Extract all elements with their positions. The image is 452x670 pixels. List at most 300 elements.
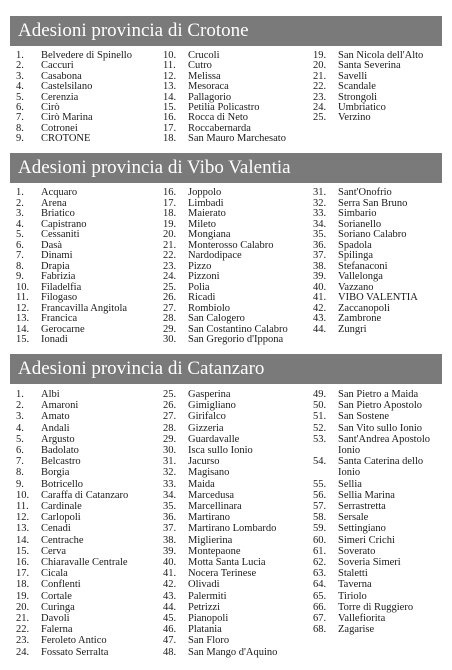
municipality-name: Platania bbox=[188, 624, 222, 636]
municipality-name: Mesoraca bbox=[188, 81, 229, 93]
item-number: 11. bbox=[16, 292, 29, 303]
crotone-section bbox=[10, 16, 442, 145]
list-item bbox=[313, 613, 430, 624]
list-item bbox=[16, 134, 132, 144]
item-number: 14. bbox=[16, 534, 30, 546]
municipality-name: Palermiti bbox=[188, 590, 227, 602]
item-number: 43. bbox=[313, 313, 327, 324]
item-number: 40. bbox=[313, 281, 327, 293]
list-item bbox=[163, 546, 277, 557]
item-number: 20. bbox=[16, 601, 30, 613]
item-number: 18. bbox=[16, 579, 30, 591]
list-item bbox=[16, 602, 128, 613]
municipality-name: Centrache bbox=[41, 534, 84, 546]
item-number: 27. bbox=[163, 411, 177, 423]
municipality-name: Serra San Bruno bbox=[338, 197, 408, 209]
municipality-name: Roccabernarda bbox=[188, 122, 251, 134]
item-number: 25. bbox=[163, 281, 177, 293]
municipality-name: Belvedere di Spinello bbox=[41, 50, 132, 61]
item-number: 25. bbox=[313, 112, 327, 124]
municipality-name: Olivadi bbox=[188, 579, 220, 591]
municipality-name: Soriano Calabro bbox=[338, 229, 407, 240]
item-number: 57. bbox=[313, 501, 327, 513]
municipality-name: Gizzeria bbox=[188, 422, 224, 434]
item-number: 53. bbox=[313, 433, 327, 445]
item-number: 23. bbox=[313, 91, 327, 103]
item-number: 52. bbox=[313, 422, 327, 434]
item-number: 11. bbox=[16, 501, 29, 513]
item-number: 46. bbox=[163, 624, 177, 636]
item-number: 45. bbox=[163, 613, 177, 625]
list-item bbox=[313, 400, 430, 411]
list-item bbox=[16, 230, 127, 241]
item-number: 4. bbox=[16, 422, 24, 434]
municipality-name: Pallagorio bbox=[188, 91, 232, 103]
list-item bbox=[16, 423, 128, 434]
item-number: 22. bbox=[163, 250, 177, 261]
municipality-name: Rombiolo bbox=[188, 302, 231, 314]
item-number: 62. bbox=[313, 557, 327, 569]
municipality-name: Magisano bbox=[188, 467, 230, 479]
item-number: 38. bbox=[313, 260, 327, 272]
list-item bbox=[313, 389, 430, 400]
municipality-name: Martirano bbox=[188, 512, 230, 524]
item-number: 11. bbox=[163, 60, 176, 72]
item-number: 13. bbox=[163, 81, 177, 93]
item-number: 65. bbox=[313, 590, 327, 602]
item-number: 16. bbox=[163, 112, 177, 124]
municipality-name: Spadola bbox=[338, 239, 372, 251]
municipality-name: Cirò Marina bbox=[41, 112, 93, 124]
item-number: 10. bbox=[163, 50, 177, 61]
list-item bbox=[313, 490, 430, 501]
item-number: 16. bbox=[163, 187, 177, 198]
list-item bbox=[163, 188, 288, 199]
item-number: 23. bbox=[16, 635, 30, 647]
item-number: 19. bbox=[16, 590, 30, 602]
list-item bbox=[163, 262, 288, 273]
item-number: 41. bbox=[163, 568, 177, 580]
municipality-name: Filogaso bbox=[41, 292, 78, 303]
municipality-name: Girifalco bbox=[188, 411, 226, 423]
item-number: 37. bbox=[313, 250, 327, 261]
list-item bbox=[313, 523, 430, 534]
municipality-name: Taverna bbox=[338, 579, 372, 591]
list-item bbox=[16, 479, 128, 490]
item-number: 23. bbox=[163, 260, 177, 272]
municipality-name: Ionio bbox=[338, 445, 361, 457]
item-number: 48. bbox=[163, 646, 177, 658]
list-item bbox=[16, 411, 128, 422]
municipality-name: Nocera Terinese bbox=[188, 568, 257, 580]
item-number: 44. bbox=[163, 601, 177, 613]
list-item bbox=[16, 314, 127, 325]
crotone-header: Adesioni provincia di Crotone bbox=[10, 16, 442, 46]
list-item bbox=[163, 283, 288, 294]
municipality-name: Gasperina bbox=[188, 389, 231, 400]
municipality-name: Caraffa di Catanzaro bbox=[41, 489, 129, 501]
municipality-name: Feroleto Antico bbox=[41, 635, 107, 647]
municipality-name: Davoli bbox=[41, 613, 70, 625]
item-number: 42. bbox=[313, 302, 327, 314]
item-number bbox=[313, 467, 338, 478]
item-number: 66. bbox=[313, 601, 327, 613]
municipality-name: Jacurso bbox=[188, 456, 220, 468]
list-item bbox=[16, 568, 128, 579]
item-number: 1. bbox=[16, 187, 24, 198]
list-item bbox=[16, 635, 128, 646]
municipality-name: Sersale bbox=[338, 512, 369, 524]
municipality-name: Cirò bbox=[41, 102, 60, 114]
list-item bbox=[313, 314, 418, 325]
item-number: 9. bbox=[16, 478, 24, 490]
municipality-name: Ionadi bbox=[41, 334, 68, 345]
item-number: 51. bbox=[313, 411, 327, 423]
list-item bbox=[163, 501, 277, 512]
municipality-name: Drapia bbox=[41, 260, 70, 272]
municipality-name: Castelsilano bbox=[41, 81, 93, 93]
list-item bbox=[163, 467, 277, 478]
item-number: 12. bbox=[16, 512, 30, 524]
municipality-name: Cessaniti bbox=[41, 229, 80, 240]
municipality-name: San Nicola dell'Alto bbox=[338, 50, 424, 61]
item-number: 12. bbox=[16, 302, 30, 314]
list-item bbox=[163, 293, 288, 304]
municipality-name: Simeri Crichi bbox=[338, 534, 395, 546]
municipality-name: Simbario bbox=[338, 208, 377, 219]
item-number: 55. bbox=[313, 478, 327, 490]
list-item bbox=[163, 523, 277, 534]
item-number: 37. bbox=[163, 523, 177, 535]
item-number: 17. bbox=[16, 568, 30, 580]
item-number: 8. bbox=[16, 122, 24, 134]
list-item bbox=[163, 251, 288, 262]
municipality-name: Serrastretta bbox=[338, 501, 386, 513]
municipality-name: Nardodipace bbox=[188, 250, 242, 261]
item-number: 9. bbox=[16, 271, 24, 282]
item-number: 33. bbox=[163, 478, 177, 490]
list-item bbox=[313, 209, 418, 220]
item-number: 15. bbox=[163, 102, 177, 114]
item-number: 32. bbox=[163, 467, 177, 479]
municipality-name: Acquaro bbox=[41, 187, 78, 198]
municipality-name: Conflenti bbox=[41, 579, 81, 591]
municipality-name: Petilia Policastro bbox=[188, 102, 260, 114]
list-item bbox=[313, 568, 430, 579]
municipality-name: Falerna bbox=[41, 624, 73, 636]
list-item bbox=[313, 230, 418, 241]
item-number: 49. bbox=[313, 389, 327, 400]
list-item bbox=[16, 546, 128, 557]
municipality-name: Amato bbox=[41, 411, 70, 423]
list-item bbox=[163, 314, 288, 325]
municipality-name: Pizzo bbox=[188, 260, 212, 272]
municipality-name: Capistrano bbox=[41, 218, 87, 230]
municipality-name: San Gregorio d'Ippona bbox=[188, 334, 284, 345]
item-number: 15. bbox=[16, 545, 30, 557]
municipality-name: Caccuri bbox=[41, 60, 74, 72]
municipality-name: Casabona bbox=[41, 70, 82, 82]
item-number: 44. bbox=[313, 323, 327, 335]
list-item bbox=[163, 568, 277, 579]
municipality-name: Belcastro bbox=[41, 456, 81, 468]
vibo-valentia-col-1 bbox=[16, 188, 127, 346]
list-item bbox=[163, 624, 277, 635]
item-number: 64. bbox=[313, 579, 327, 591]
item-number: 18. bbox=[163, 133, 177, 145]
item-number: 1. bbox=[16, 389, 24, 400]
list-item bbox=[16, 512, 128, 523]
list-item bbox=[163, 61, 286, 71]
list-item bbox=[163, 490, 277, 501]
item-number: 24. bbox=[16, 646, 30, 658]
list-item bbox=[16, 523, 128, 534]
item-number: 50. bbox=[313, 400, 327, 412]
list-item bbox=[163, 51, 286, 61]
municipality-name: Amaroni bbox=[41, 400, 79, 412]
municipality-name: San Calogero bbox=[188, 313, 245, 324]
item-number: 43. bbox=[163, 590, 177, 602]
catanzaro-header: Adesioni provincia di Catanzaro bbox=[10, 354, 442, 384]
municipality-name: Settingiano bbox=[338, 523, 386, 535]
list-item bbox=[16, 272, 127, 283]
municipality-name: Cutro bbox=[188, 60, 212, 72]
municipality-name: Gimigliano bbox=[188, 400, 236, 412]
municipality-name: Scandale bbox=[338, 81, 376, 93]
list-item bbox=[313, 501, 430, 512]
municipality-name: Montepaone bbox=[188, 545, 241, 557]
item-number: 63. bbox=[313, 568, 327, 580]
municipality-name: Melissa bbox=[188, 70, 221, 82]
list-item bbox=[16, 647, 128, 658]
item-number: 17. bbox=[163, 122, 177, 134]
list-item bbox=[313, 272, 418, 283]
municipality-name: Pizzoni bbox=[188, 271, 220, 282]
item-number: 2. bbox=[16, 60, 24, 72]
list-item bbox=[16, 251, 127, 262]
list-item bbox=[313, 113, 423, 123]
item-number: 56. bbox=[313, 489, 327, 501]
list-item bbox=[16, 501, 128, 512]
list-item bbox=[313, 423, 430, 434]
municipality-name: Cerenzia bbox=[41, 91, 79, 103]
list-item bbox=[163, 602, 277, 613]
item-number: 1. bbox=[16, 50, 24, 61]
item-number: 60. bbox=[313, 534, 327, 546]
list-item bbox=[16, 335, 127, 346]
municipality-name: Francavilla Angitola bbox=[41, 302, 128, 314]
municipality-name: Isca sullo Ionio bbox=[188, 445, 253, 457]
municipality-name: Marcedusa bbox=[188, 489, 235, 501]
municipality-name: Cicala bbox=[41, 568, 68, 580]
municipality-name: San Pietro a Maida bbox=[338, 389, 419, 400]
item-number: 28. bbox=[163, 422, 177, 434]
item-number: 13. bbox=[16, 523, 30, 535]
municipality-name: Dasà bbox=[41, 239, 62, 251]
municipality-name: Zungri bbox=[338, 323, 367, 335]
list-item bbox=[16, 613, 128, 624]
catanzaro-col-1 bbox=[16, 389, 128, 658]
list-item bbox=[16, 293, 127, 304]
list-item bbox=[313, 411, 430, 422]
municipality-name: Maierato bbox=[188, 208, 226, 219]
item-number: 18. bbox=[163, 208, 177, 219]
list-item bbox=[16, 467, 128, 478]
list-item bbox=[16, 389, 128, 400]
item-number: 5. bbox=[16, 433, 24, 445]
item-number: 22. bbox=[16, 624, 30, 636]
item-number: 36. bbox=[163, 512, 177, 524]
item-number: 29. bbox=[163, 433, 177, 445]
item-number: 61. bbox=[313, 545, 327, 557]
item-number: 41. bbox=[313, 292, 327, 303]
list-item bbox=[163, 635, 277, 646]
item-number: 9. bbox=[16, 133, 24, 145]
list-item bbox=[313, 188, 418, 199]
municipality-name: Limbadi bbox=[188, 197, 224, 209]
municipality-name: Borgia bbox=[41, 467, 70, 479]
item-number: 15. bbox=[16, 334, 30, 345]
item-number: 4. bbox=[16, 81, 24, 93]
item-number: 17. bbox=[163, 197, 177, 209]
municipality-name: Cardinale bbox=[41, 501, 82, 513]
item-number: 2. bbox=[16, 197, 24, 209]
list-item bbox=[16, 624, 128, 635]
municipality-name: San Costantino Calabro bbox=[188, 323, 288, 335]
list-item bbox=[16, 188, 127, 199]
municipality-name: Marcellinara bbox=[188, 501, 242, 513]
item-number: 34. bbox=[163, 489, 177, 501]
item-number: 22. bbox=[313, 81, 327, 93]
item-number: 19. bbox=[313, 50, 327, 61]
item-number: 35. bbox=[163, 501, 177, 513]
municipality-name: San Floro bbox=[188, 635, 230, 647]
catanzaro-col-3 bbox=[313, 389, 430, 635]
municipality-name: Ionio bbox=[338, 467, 361, 479]
list-item bbox=[16, 579, 128, 590]
municipality-name: Fabrizia bbox=[41, 271, 76, 282]
list-item bbox=[163, 230, 288, 241]
item-number: 5. bbox=[16, 229, 24, 240]
municipality-name: Argusto bbox=[41, 433, 75, 445]
municipality-name: Santa Caterina dello bbox=[338, 456, 424, 468]
list-item bbox=[313, 434, 430, 445]
list-item bbox=[163, 456, 277, 467]
municipality-name: Mileto bbox=[188, 218, 216, 230]
list-item bbox=[313, 325, 418, 336]
item-number: 26. bbox=[163, 400, 177, 412]
municipality-name: Arena bbox=[41, 197, 67, 209]
item-number: 7. bbox=[16, 456, 24, 468]
crotone-col-2 bbox=[163, 51, 286, 145]
municipality-name: Rocca di Neto bbox=[188, 112, 249, 124]
municipality-name: Pianopoli bbox=[188, 613, 229, 625]
municipality-name: Sant'Andrea Apostolo bbox=[338, 433, 431, 445]
municipality-name: San Sostene bbox=[338, 411, 390, 423]
municipality-name: Monterosso Calabro bbox=[188, 239, 274, 251]
crotone-col-3 bbox=[313, 51, 423, 124]
item-number: 68. bbox=[313, 624, 327, 636]
list-item bbox=[16, 557, 128, 568]
list-item bbox=[313, 251, 418, 262]
item-number: 8. bbox=[16, 467, 24, 479]
item-number: 67. bbox=[313, 613, 327, 625]
item-number: 59. bbox=[313, 523, 327, 535]
item-number: 38. bbox=[163, 534, 177, 546]
item-number: 14. bbox=[16, 323, 30, 335]
item-number bbox=[313, 445, 338, 456]
list-item bbox=[16, 93, 132, 103]
municipality-name: CROTONE bbox=[41, 133, 91, 145]
list-item bbox=[313, 602, 430, 613]
list-item bbox=[163, 479, 277, 490]
item-number: 21. bbox=[16, 613, 30, 625]
municipality-name: Cenadi bbox=[41, 523, 71, 535]
list-item bbox=[163, 445, 277, 456]
item-number: 4. bbox=[16, 218, 24, 230]
item-number: 8. bbox=[16, 260, 24, 272]
municipality-name: Joppolo bbox=[188, 187, 222, 198]
list-item bbox=[163, 209, 288, 220]
item-number: 10. bbox=[16, 281, 30, 293]
item-number: 36. bbox=[313, 239, 327, 251]
list-item bbox=[163, 579, 277, 590]
municipality-name: Martirano Lombardo bbox=[188, 523, 277, 535]
municipality-name: Mongiana bbox=[188, 229, 231, 240]
municipality-name: Spilinga bbox=[338, 250, 374, 261]
vibo-valentia-header: Adesioni provincia di Vibo Valentia bbox=[10, 153, 442, 183]
list-item bbox=[163, 335, 288, 346]
item-number: 3. bbox=[16, 208, 24, 219]
list-item bbox=[313, 579, 430, 590]
municipality-name: Gerocarne bbox=[41, 323, 85, 335]
municipality-name: Savelli bbox=[338, 70, 368, 82]
municipality-name: Badolato bbox=[41, 445, 79, 457]
item-number: 30. bbox=[163, 445, 177, 457]
municipality-name: Francica bbox=[41, 313, 78, 324]
item-number: 5. bbox=[16, 91, 24, 103]
municipality-name: Sorianello bbox=[338, 218, 382, 230]
list-item bbox=[16, 456, 128, 467]
item-number: 12. bbox=[163, 70, 177, 82]
item-number: 27. bbox=[163, 302, 177, 314]
item-number: 58. bbox=[313, 512, 327, 524]
municipality-name: Santa Severina bbox=[338, 60, 401, 72]
municipality-name: Curinga bbox=[41, 601, 75, 613]
list-item bbox=[163, 613, 277, 624]
municipality-name: Vallelonga bbox=[338, 271, 383, 282]
item-number: 39. bbox=[163, 545, 177, 557]
municipality-name: Strongoli bbox=[338, 91, 378, 103]
list-item bbox=[163, 272, 288, 283]
list-item bbox=[16, 445, 128, 456]
item-number: 31. bbox=[163, 456, 177, 468]
item-number: 42. bbox=[163, 579, 177, 591]
list-item bbox=[16, 434, 128, 445]
item-number: 33. bbox=[313, 208, 327, 219]
municipality-name: Briatico bbox=[41, 208, 75, 219]
municipality-name: Vallefiorita bbox=[338, 613, 386, 625]
list-item bbox=[313, 456, 430, 467]
list-item bbox=[313, 546, 430, 557]
municipality-name: Staletti bbox=[338, 568, 368, 580]
list-item bbox=[16, 591, 128, 602]
item-number: 7. bbox=[16, 250, 24, 261]
crotone-col-1 bbox=[16, 51, 132, 145]
item-number: 19. bbox=[163, 218, 177, 230]
municipality-name: VIBO VALENTIA bbox=[338, 292, 418, 303]
item-number: 28. bbox=[163, 313, 177, 324]
